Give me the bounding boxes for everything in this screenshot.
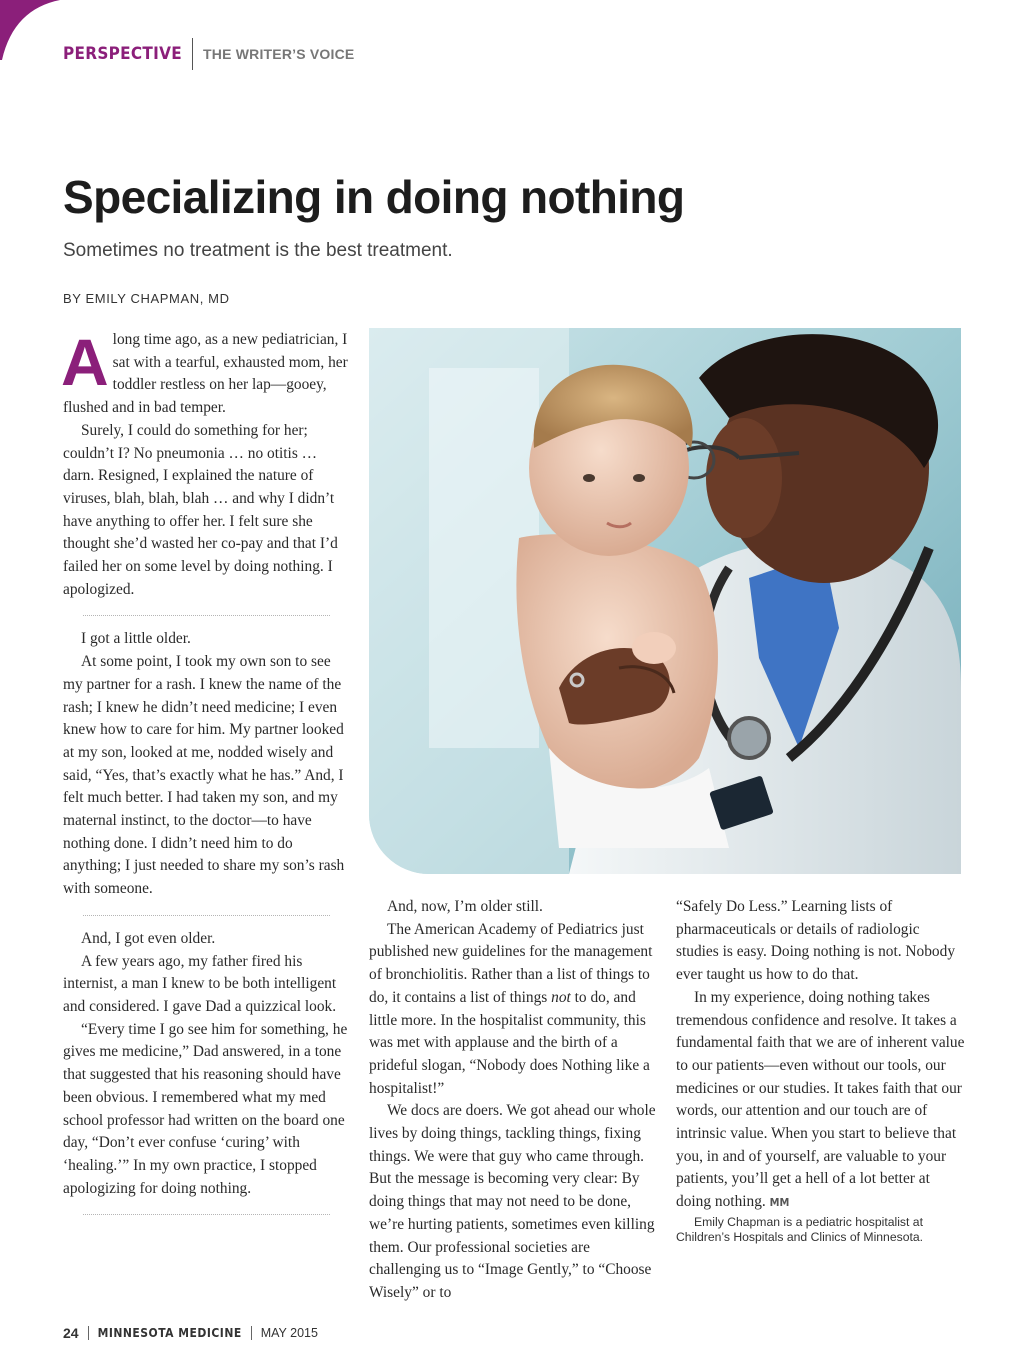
- drop-cap: A: [61, 325, 109, 399]
- paragraph: [369, 919, 656, 1101]
- end-mark: MM: [769, 1196, 790, 1210]
- section-divider: [83, 1214, 330, 1215]
- byline: BY EMILY CHAPMAN, MD: [63, 291, 230, 306]
- paragraph: “Safely Do Less.” Learning lists of pharmaceuticals or details of radiologic studies is easy. Doing nothing is not. Nobody ever taught us how to do that.: [676, 898, 956, 984]
- issue-date: MAY 2015: [260, 1326, 318, 1340]
- column-3: [676, 896, 966, 1246]
- paragraph: I got a little older.: [81, 630, 191, 648]
- paragraph: [676, 987, 966, 1215]
- paragraph: [61, 325, 350, 420]
- paragraph: A few years ago, my father fired his internist, a man I knew to be both intelligent and considered. I gave Dad a quizzical look.: [63, 952, 337, 1015]
- paragraph: We docs are doers. We got ahead our whole lives by doing things, tackling things, fixing things. We were that guy who came through. But the message is becoming very clear: By doing things that may not need to be done, we’re hurting patients, sometimes even killing them. Our professional societies are challenging us to “Image Gently,” to “Choose Wisely” or to: [369, 1102, 656, 1301]
- article-subtitle: Sometimes no treatment is the best treatment.: [63, 240, 453, 261]
- paragraph: “Every time I go see him for something, he gives me medicine,” Dad answered, in a tone that suggested that his reasoning should have been obvious. I remembered what my med school professor had written on the board one day, “Don’t ever confuse ‘curing’ with ‘healing.’” In my own practice, I stopped apologizing for doing nothing.: [63, 1020, 348, 1197]
- author-bio: Emily Chapman is a pediatric hospitalist at Children’s Hospitals and Clinics of Minnesota.: [676, 1214, 924, 1245]
- header-divider: [192, 38, 193, 70]
- paragraph-text: long time ago, as a new pediatrician, I sat with a tearful, exhausted mom, her toddler restless on her lap—gooey, flushed and in bad temper.: [63, 331, 348, 417]
- paragraph-text: In my experience, doing nothing takes tremendous confidence and resolve. It takes a fundamental faith that we are of inherent value to our patients—even without our tools, our medicines or our studies. It takes faith that our words, our attention and our touch are of intrinsic value. When you start to believe that you, in and of yourself, are valuable to your patients, you’ll get a hell of a lot better at doing nothing.: [676, 988, 965, 1211]
- subsection-label: THE WRITER’S VOICE: [203, 46, 355, 62]
- paragraph: And, now, I’m older still.: [387, 898, 543, 915]
- section-divider: [83, 615, 330, 616]
- article-photo: [369, 328, 961, 874]
- page-number: 24: [63, 1325, 79, 1341]
- corner-accent-shape: [0, 0, 60, 60]
- doctor-holding-toddler-image: [369, 328, 961, 874]
- emphasis-text: not: [551, 988, 571, 1006]
- section-divider: [83, 915, 330, 916]
- section-header: [63, 38, 354, 70]
- paragraph-text: The American Academy of Pediatrics just published new guidelines for the management of bronchiolitis. Rather than a list of things to do, it contains a list of things: [369, 920, 653, 1006]
- magazine-name: MINNESOTA MEDICINE: [97, 1326, 242, 1340]
- paragraph: At some point, I took my own son to see my partner for a rash. I knew the name of the rash; I knew he didn’t need medicine; I even knew how to care for him. My partner looked at my son, looked at me, nodded wisely and said, “Yes, that’s exactly what he has.” And, I felt much better. I had taken my son, and my maternal instinct, to the doctor—to have nothing done. I didn’t need him to do anything; I just needed to share my son’s rash with someone.: [63, 653, 345, 898]
- page-footer: [63, 1325, 318, 1341]
- paragraph: And, I got even older.: [81, 929, 216, 947]
- footer-divider: [251, 1326, 252, 1340]
- section-label: PERSPECTIVE: [63, 44, 183, 64]
- paragraph: Surely, I could do something for her; couldn’t I? No pneumonia … no otitis … darn. Resigned, I explained the nature of viruses, blah, blah, blah … and why I didn’t have anything to offer her. I felt sure she thought she’d wasted her co-pay and that I’d failed her on some level by doing nothing. I apologized.: [63, 421, 338, 598]
- footer-divider: [88, 1326, 89, 1340]
- paragraph-text: to do, and little more. In the hospitalist community, this was met with applause and the birth of a prideful slogan, “Nobody does Nothing like a hospitalist!”: [369, 988, 650, 1097]
- article-title: Specializing in doing nothing: [63, 171, 685, 223]
- column-1: [61, 325, 350, 1227]
- column-2: [369, 896, 656, 1305]
